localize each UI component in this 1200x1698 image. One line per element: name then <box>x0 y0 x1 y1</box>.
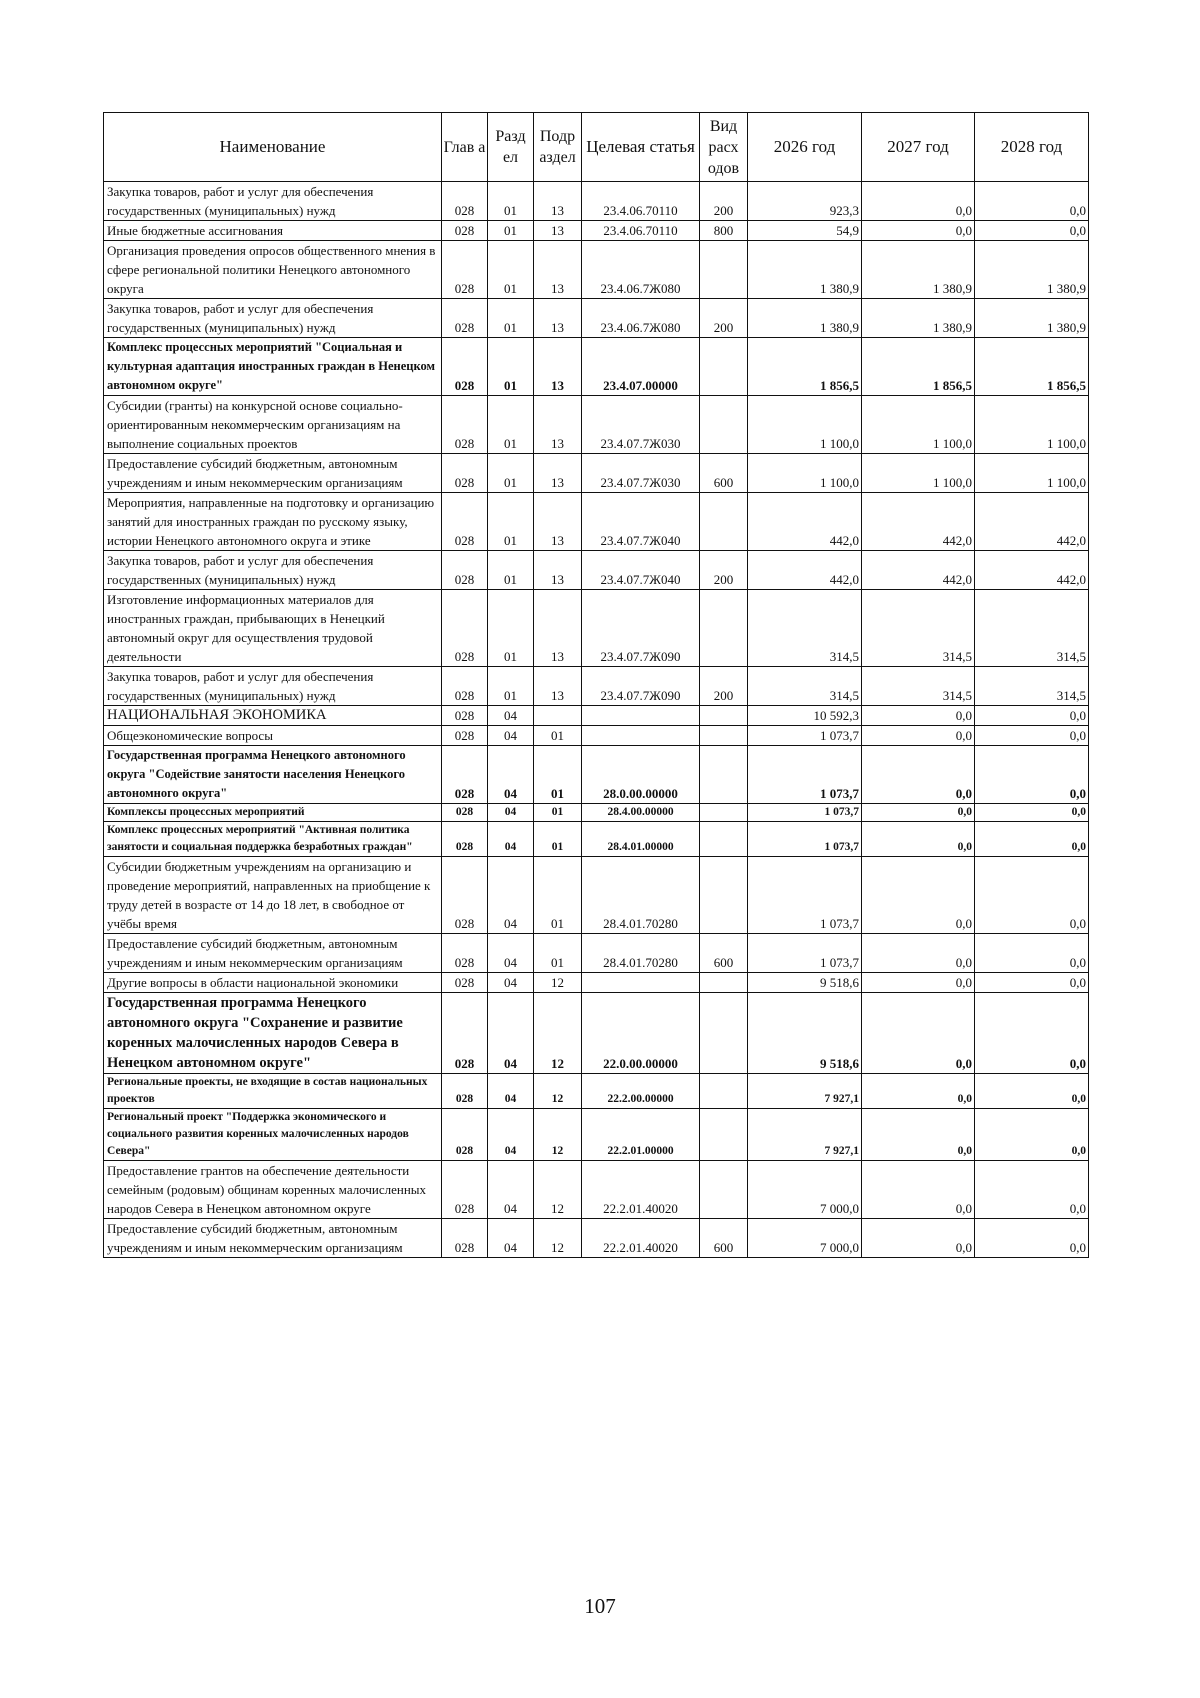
cell-razdel: 04 <box>488 726 534 746</box>
cell-2026: 7 927,1 <box>748 1074 862 1109</box>
cell-glava: 028 <box>442 993 488 1074</box>
cell-2026: 54,9 <box>748 221 862 241</box>
cell-2027: 0,0 <box>862 1109 975 1161</box>
cell-2027: 314,5 <box>862 667 975 706</box>
cell-2027: 0,0 <box>862 993 975 1074</box>
cell-name: Закупка товаров, работ и услуг для обеспечения государственных (муниципальных) нужд <box>104 551 442 590</box>
cell-podrazdel: 13 <box>534 667 582 706</box>
cell-podrazdel: 01 <box>534 726 582 746</box>
cell-glava: 028 <box>442 1109 488 1161</box>
cell-2027: 1 380,9 <box>862 241 975 299</box>
cell-vid <box>700 493 748 551</box>
cell-vid: 600 <box>700 1219 748 1258</box>
cell-statya: 23.4.07.00000 <box>582 338 700 396</box>
cell-razdel: 04 <box>488 706 534 726</box>
cell-razdel: 01 <box>488 667 534 706</box>
cell-2026: 7 000,0 <box>748 1161 862 1219</box>
cell-glava: 028 <box>442 221 488 241</box>
cell-glava: 028 <box>442 454 488 493</box>
cell-razdel: 01 <box>488 396 534 454</box>
cell-podrazdel: 01 <box>534 804 582 822</box>
cell-statya: 23.4.06.7Ж080 <box>582 241 700 299</box>
cell-statya: 28.4.01.70280 <box>582 857 700 934</box>
cell-razdel: 04 <box>488 993 534 1074</box>
header-name: Наименование <box>104 113 442 182</box>
cell-2026: 9 518,6 <box>748 973 862 993</box>
page-number: 107 <box>584 1594 616 1618</box>
cell-2026: 1 073,7 <box>748 804 862 822</box>
cell-razdel: 04 <box>488 1219 534 1258</box>
cell-2028: 0,0 <box>975 746 1089 804</box>
cell-vid <box>700 726 748 746</box>
cell-2028: 442,0 <box>975 551 1089 590</box>
cell-podrazdel: 13 <box>534 221 582 241</box>
cell-podrazdel: 13 <box>534 338 582 396</box>
cell-glava: 028 <box>442 338 488 396</box>
cell-podrazdel: 12 <box>534 993 582 1074</box>
cell-2027: 0,0 <box>862 973 975 993</box>
cell-statya: 22.2.01.40020 <box>582 1161 700 1219</box>
cell-2028: 0,0 <box>975 1161 1089 1219</box>
cell-podrazdel: 13 <box>534 241 582 299</box>
cell-statya: 23.4.06.70110 <box>582 182 700 221</box>
cell-podrazdel: 01 <box>534 746 582 804</box>
table-body <box>104 182 1089 1258</box>
cell-razdel: 01 <box>488 551 534 590</box>
cell-glava: 028 <box>442 746 488 804</box>
cell-2026: 1 380,9 <box>748 299 862 338</box>
cell-glava: 028 <box>442 299 488 338</box>
cell-vid <box>700 993 748 1074</box>
cell-2028: 0,0 <box>975 857 1089 934</box>
table-row <box>104 396 1089 454</box>
header-statya: Целевая статья <box>582 113 700 182</box>
cell-name: Иные бюджетные ассигнования <box>104 221 442 241</box>
cell-glava: 028 <box>442 726 488 746</box>
table-row <box>104 182 1089 221</box>
cell-2026: 10 592,3 <box>748 706 862 726</box>
table-row <box>104 804 1089 822</box>
cell-2026: 442,0 <box>748 493 862 551</box>
cell-2026: 1 100,0 <box>748 396 862 454</box>
cell-razdel: 01 <box>488 182 534 221</box>
table-row <box>104 746 1089 804</box>
cell-name: Другие вопросы в области национальной экономики <box>104 973 442 993</box>
cell-glava: 028 <box>442 934 488 973</box>
cell-2027: 0,0 <box>862 804 975 822</box>
cell-podrazdel: 12 <box>534 1219 582 1258</box>
table-row <box>104 726 1089 746</box>
header-2027: 2027 год <box>862 113 975 182</box>
cell-statya: 23.4.06.7Ж080 <box>582 299 700 338</box>
cell-glava: 028 <box>442 493 488 551</box>
cell-2027: 1 100,0 <box>862 396 975 454</box>
cell-2027: 1 856,5 <box>862 338 975 396</box>
cell-2027: 0,0 <box>862 1219 975 1258</box>
cell-name: Изготовление информационных материалов для иностранных граждан, прибывающих в Ненецкий автономный округ для осуществления трудовой деятельности <box>104 590 442 667</box>
table-row <box>104 993 1089 1074</box>
cell-name: Субсидии (гранты) на конкурсной основе социально-ориентированным некоммерческим организациям на выполнение социальных проектов <box>104 396 442 454</box>
cell-name: Государственная программа Ненецкого автономного округа "Сохранение и развитие коренных малочисленных народов Севера в Ненецком автономном округе" <box>104 993 442 1074</box>
cell-vid: 200 <box>700 182 748 221</box>
cell-statya: 28.0.00.00000 <box>582 746 700 804</box>
cell-razdel: 04 <box>488 804 534 822</box>
cell-glava: 028 <box>442 857 488 934</box>
cell-razdel: 01 <box>488 454 534 493</box>
cell-name: Региональный проект "Поддержка экономического и социального развития коренных малочисленных народов Севера" <box>104 1109 442 1161</box>
cell-statya: 23.4.07.7Ж040 <box>582 551 700 590</box>
cell-glava: 028 <box>442 1219 488 1258</box>
cell-podrazdel <box>534 706 582 726</box>
cell-2027: 442,0 <box>862 551 975 590</box>
cell-2027: 0,0 <box>862 1074 975 1109</box>
cell-2026: 9 518,6 <box>748 993 862 1074</box>
cell-podrazdel: 13 <box>534 454 582 493</box>
cell-2028: 314,5 <box>975 667 1089 706</box>
cell-2026: 1 073,7 <box>748 934 862 973</box>
cell-name: Предоставление субсидий бюджетным, автономным учреждениям и иным некоммерческим организациям <box>104 1219 442 1258</box>
cell-name: Комплекс процессных мероприятий "Активная политика занятости и социальная поддержка безработных граждан" <box>104 822 442 857</box>
cell-podrazdel: 01 <box>534 822 582 857</box>
cell-2026: 1 856,5 <box>748 338 862 396</box>
cell-2028: 0,0 <box>975 934 1089 973</box>
cell-vid: 800 <box>700 221 748 241</box>
table-row <box>104 1219 1089 1258</box>
cell-glava: 028 <box>442 396 488 454</box>
cell-name: Предоставление грантов на обеспечение деятельности семейным (родовым) общинам коренных малочисленных народов Севера в Ненецком автономном округе <box>104 1161 442 1219</box>
table-row <box>104 973 1089 993</box>
cell-razdel: 01 <box>488 338 534 396</box>
cell-podrazdel: 13 <box>534 493 582 551</box>
cell-2027: 1 380,9 <box>862 299 975 338</box>
table-row <box>104 590 1089 667</box>
cell-2027: 0,0 <box>862 934 975 973</box>
budget-table <box>103 112 1089 1258</box>
cell-vid <box>700 822 748 857</box>
cell-razdel: 01 <box>488 590 534 667</box>
cell-glava: 028 <box>442 822 488 857</box>
cell-2028: 0,0 <box>975 726 1089 746</box>
cell-2027: 0,0 <box>862 182 975 221</box>
cell-name: Комплексы процессных мероприятий <box>104 804 442 822</box>
cell-2026: 314,5 <box>748 590 862 667</box>
cell-2028: 1 856,5 <box>975 338 1089 396</box>
cell-2028: 0,0 <box>975 221 1089 241</box>
cell-2027: 0,0 <box>862 221 975 241</box>
cell-podrazdel: 01 <box>534 934 582 973</box>
cell-2026: 314,5 <box>748 667 862 706</box>
cell-glava: 028 <box>442 667 488 706</box>
cell-2028: 0,0 <box>975 973 1089 993</box>
cell-glava: 028 <box>442 973 488 993</box>
cell-vid: 200 <box>700 551 748 590</box>
cell-statya: 22.2.01.00000 <box>582 1109 700 1161</box>
cell-2026: 1 073,7 <box>748 857 862 934</box>
cell-razdel: 04 <box>488 1074 534 1109</box>
cell-statya: 23.4.07.7Ж030 <box>582 454 700 493</box>
cell-2026: 923,3 <box>748 182 862 221</box>
table-row <box>104 1074 1089 1109</box>
cell-glava: 028 <box>442 1074 488 1109</box>
cell-name: Мероприятия, направленные на подготовку и организацию занятий для иностранных граждан по русскому языку, истории Ненецкого автономного округа и этике <box>104 493 442 551</box>
cell-glava: 028 <box>442 804 488 822</box>
cell-vid: 600 <box>700 934 748 973</box>
cell-vid <box>700 241 748 299</box>
cell-2027: 0,0 <box>862 1161 975 1219</box>
cell-name: Региональные проекты, не входящие в состав национальных проектов <box>104 1074 442 1109</box>
header-podrazdel: Подр аздел <box>534 113 582 182</box>
cell-name: Закупка товаров, работ и услуг для обеспечения государственных (муниципальных) нужд <box>104 182 442 221</box>
cell-2028: 0,0 <box>975 706 1089 726</box>
header-vid: Вид расх одов <box>700 113 748 182</box>
cell-vid <box>700 590 748 667</box>
cell-2028: 0,0 <box>975 822 1089 857</box>
cell-statya: 23.4.07.7Ж090 <box>582 667 700 706</box>
cell-2027: 0,0 <box>862 822 975 857</box>
cell-razdel: 04 <box>488 1109 534 1161</box>
cell-razdel: 01 <box>488 221 534 241</box>
cell-razdel: 01 <box>488 493 534 551</box>
cell-vid <box>700 706 748 726</box>
cell-statya: 28.4.01.00000 <box>582 822 700 857</box>
cell-2026: 1 073,7 <box>748 746 862 804</box>
cell-2028: 0,0 <box>975 993 1089 1074</box>
table-row <box>104 706 1089 726</box>
cell-2027: 314,5 <box>862 590 975 667</box>
cell-podrazdel: 01 <box>534 857 582 934</box>
cell-statya: 28.4.01.70280 <box>582 934 700 973</box>
cell-2028: 442,0 <box>975 493 1089 551</box>
cell-2027: 0,0 <box>862 706 975 726</box>
cell-2028: 0,0 <box>975 1074 1089 1109</box>
cell-vid: 200 <box>700 667 748 706</box>
cell-2028: 1 100,0 <box>975 396 1089 454</box>
cell-2028: 0,0 <box>975 1219 1089 1258</box>
header-2028: 2028 год <box>975 113 1089 182</box>
cell-podrazdel: 12 <box>534 973 582 993</box>
cell-name: Предоставление субсидий бюджетным, автономным учреждениям и иным некоммерческим организациям <box>104 454 442 493</box>
cell-2028: 314,5 <box>975 590 1089 667</box>
cell-2026: 7 000,0 <box>748 1219 862 1258</box>
cell-2028: 0,0 <box>975 804 1089 822</box>
cell-podrazdel: 12 <box>534 1161 582 1219</box>
cell-vid <box>700 973 748 993</box>
cell-statya <box>582 706 700 726</box>
table-row <box>104 221 1089 241</box>
cell-statya: 23.4.06.70110 <box>582 221 700 241</box>
table-row <box>104 338 1089 396</box>
header-2026: 2026 год <box>748 113 862 182</box>
cell-statya: 22.0.00.00000 <box>582 993 700 1074</box>
cell-statya: 22.2.00.00000 <box>582 1074 700 1109</box>
cell-vid <box>700 1074 748 1109</box>
table-row <box>104 1161 1089 1219</box>
cell-razdel: 04 <box>488 857 534 934</box>
cell-2026: 1 073,7 <box>748 822 862 857</box>
cell-razdel: 01 <box>488 299 534 338</box>
cell-podrazdel: 13 <box>534 396 582 454</box>
header-razdel: Разд ел <box>488 113 534 182</box>
cell-name: Субсидии бюджетным учреждениям на организацию и проведение мероприятий, направленных на приобщение к труду детей в возрасте от 14 до 18 лет, в свободное от учёбы время <box>104 857 442 934</box>
cell-vid <box>700 338 748 396</box>
table-row <box>104 493 1089 551</box>
cell-razdel: 04 <box>488 1161 534 1219</box>
table-row <box>104 551 1089 590</box>
cell-2026: 1 380,9 <box>748 241 862 299</box>
cell-razdel: 04 <box>488 746 534 804</box>
cell-name: Комплекс процессных мероприятий "Социальная и культурная адаптация иностранных граждан в Ненецком автономном округе" <box>104 338 442 396</box>
cell-2027: 0,0 <box>862 726 975 746</box>
table-row <box>104 299 1089 338</box>
cell-vid: 200 <box>700 299 748 338</box>
cell-2028: 0,0 <box>975 182 1089 221</box>
cell-2027: 0,0 <box>862 857 975 934</box>
cell-name: Закупка товаров, работ и услуг для обеспечения государственных (муниципальных) нужд <box>104 299 442 338</box>
cell-glava: 028 <box>442 182 488 221</box>
cell-name: Общеэкономические вопросы <box>104 726 442 746</box>
cell-statya: 22.2.01.40020 <box>582 1219 700 1258</box>
cell-name: Организация проведения опросов общественного мнения в сфере региональной политики Ненецкого автономного округа <box>104 241 442 299</box>
cell-2027: 1 100,0 <box>862 454 975 493</box>
cell-statya: 23.4.07.7Ж030 <box>582 396 700 454</box>
cell-vid <box>700 746 748 804</box>
cell-vid <box>700 396 748 454</box>
cell-glava: 028 <box>442 590 488 667</box>
cell-statya: 23.4.07.7Ж090 <box>582 590 700 667</box>
cell-vid <box>700 1109 748 1161</box>
header-glava: Глав а <box>442 113 488 182</box>
cell-name: Закупка товаров, работ и услуг для обеспечения государственных (муниципальных) нужд <box>104 667 442 706</box>
cell-2027: 0,0 <box>862 746 975 804</box>
cell-2028: 1 380,9 <box>975 299 1089 338</box>
table-row <box>104 454 1089 493</box>
table-row <box>104 822 1089 857</box>
cell-glava: 028 <box>442 1161 488 1219</box>
cell-glava: 028 <box>442 706 488 726</box>
cell-2026: 1 073,7 <box>748 726 862 746</box>
cell-vid <box>700 857 748 934</box>
cell-razdel: 04 <box>488 822 534 857</box>
cell-statya: 28.4.00.00000 <box>582 804 700 822</box>
cell-podrazdel: 13 <box>534 299 582 338</box>
cell-statya: 23.4.07.7Ж040 <box>582 493 700 551</box>
cell-2028: 1 380,9 <box>975 241 1089 299</box>
cell-name: Предоставление субсидий бюджетным, автономным учреждениям и иным некоммерческим организациям <box>104 934 442 973</box>
cell-2028: 0,0 <box>975 1109 1089 1161</box>
cell-name: НАЦИОНАЛЬНАЯ ЭКОНОМИКА <box>104 706 442 726</box>
table-row <box>104 241 1089 299</box>
table-row <box>104 667 1089 706</box>
cell-podrazdel: 13 <box>534 590 582 667</box>
table-header-row <box>104 113 1089 182</box>
cell-razdel: 01 <box>488 241 534 299</box>
cell-razdel: 04 <box>488 934 534 973</box>
cell-statya <box>582 973 700 993</box>
cell-2026: 7 927,1 <box>748 1109 862 1161</box>
cell-podrazdel: 13 <box>534 551 582 590</box>
table-row <box>104 857 1089 934</box>
cell-vid <box>700 804 748 822</box>
cell-vid: 600 <box>700 454 748 493</box>
cell-glava: 028 <box>442 241 488 299</box>
table-row <box>104 934 1089 973</box>
cell-razdel: 04 <box>488 973 534 993</box>
cell-name: Государственная программа Ненецкого автономного округа "Содействие занятости населения Ненецкого автономного округа" <box>104 746 442 804</box>
cell-podrazdel: 12 <box>534 1074 582 1109</box>
cell-2027: 442,0 <box>862 493 975 551</box>
cell-podrazdel: 13 <box>534 182 582 221</box>
cell-2026: 1 100,0 <box>748 454 862 493</box>
table-row <box>104 1109 1089 1161</box>
cell-2026: 442,0 <box>748 551 862 590</box>
cell-2028: 1 100,0 <box>975 454 1089 493</box>
cell-statya <box>582 726 700 746</box>
cell-glava: 028 <box>442 551 488 590</box>
cell-podrazdel: 12 <box>534 1109 582 1161</box>
cell-vid <box>700 1161 748 1219</box>
